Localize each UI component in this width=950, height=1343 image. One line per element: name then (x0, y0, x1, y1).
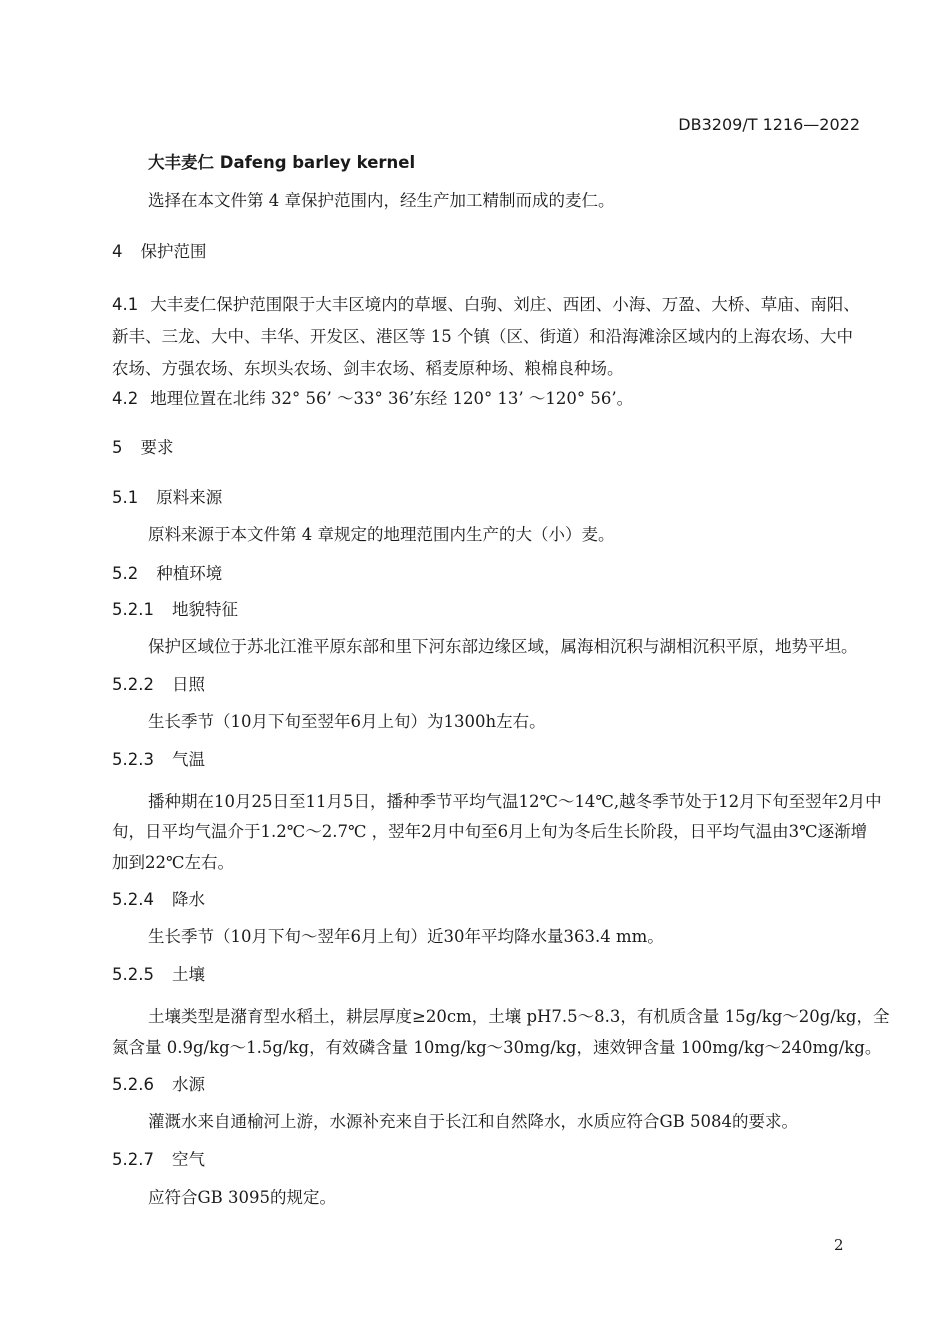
clause-5-2-heading (112, 562, 222, 586)
clause-number: 5.2 (112, 564, 139, 583)
clause-4-2 (112, 387, 633, 411)
clause-title: 种植环境 (156, 564, 223, 583)
clause-4-1-line-1 (112, 293, 860, 317)
clause-5-2-3-line-2: 旬，日平均气温介于1.2℃～2.7℃ ，翌年2月中旬至6月上旬为冬后生长阶段，日平均气温由3℃逐渐增 (112, 822, 868, 841)
clause-5-2-3-heading (112, 748, 205, 772)
clause-number: 5.2.1 (112, 600, 154, 619)
clause-5-2-6-text: 灌溉水来自通榆河上游，水源补充来自于长江和自然降水，水质应符合GB 5084的要求。 (148, 1112, 799, 1131)
clause-5-2-5-line-1: 土壤类型是潴育型水稻土，耕层厚度≥20cm，土壤 pH7.5～8.3，有机质含量 15g/kg～20g/kg，全 (148, 1007, 890, 1026)
clause-5-2-6-heading (112, 1073, 205, 1097)
clause-number: 4.2 (112, 389, 139, 408)
clause-number: 5.2.7 (112, 1150, 154, 1169)
clause-number: 5.2.4 (112, 890, 154, 909)
clause-5-2-2-text: 生长季节（10月下旬至翌年6月上旬）为1300h左右。 (148, 712, 546, 731)
clause-title: 降水 (171, 890, 205, 909)
clause-5-2-5-line-2: 氮含量 0.9g/kg～1.5g/kg，有效磷含量 10mg/kg～30mg/kg，速效钾含量 100mg/kg～240mg/kg。 (112, 1038, 882, 1057)
clause-5-2-1-heading (112, 598, 238, 622)
clause-title: 气温 (171, 750, 205, 769)
clause-5-2-7-heading (112, 1148, 205, 1172)
clause-title: 水源 (171, 1075, 205, 1094)
clause-title: 土壤 (171, 965, 205, 984)
section-title: 要求 (140, 438, 174, 457)
section-number: 4 (112, 242, 123, 261)
term-definition: 选择在本文件第 4 章保护范围内，经生产加工精制而成的麦仁。 (148, 191, 615, 210)
page-number: 2 (834, 1236, 844, 1254)
section-number: 5 (112, 438, 123, 457)
clause-number: 5.2.5 (112, 965, 154, 984)
clause-5-2-4-heading (112, 888, 205, 912)
clause-5-2-5-heading (112, 963, 205, 987)
section-4-heading (112, 240, 207, 264)
clause-5-2-7-text: 应符合GB 3095的规定。 (148, 1188, 337, 1207)
clause-number: 5.1 (112, 488, 139, 507)
clause-number: 5.2.3 (112, 750, 154, 769)
clause-number: 5.2.6 (112, 1075, 154, 1094)
clause-4-1-line-3: 农场、方强农场、东坝头农场、剑丰农场、稻麦原种场、粮棉良种场。 (112, 359, 624, 378)
clause-number: 5.2.2 (112, 675, 154, 694)
clause-text: 地理位置在北纬 32° 56’ ～33° 36’东经 120° 13’ ～120° 56’。 (150, 389, 634, 408)
clause-5-2-1-text: 保护区域位于苏北江淮平原东部和里下河东部边缘区域，属海相沉积与湖相沉积平原，地势平坦。 (148, 637, 858, 656)
clause-4-1-line-2: 新丰、三龙、大中、丰华、开发区、港区等 15 个镇（区、街道）和沿海滩涂区域内的上海农场、大中 (112, 327, 853, 346)
section-5-heading (112, 436, 174, 460)
clause-5-2-2-heading (112, 673, 205, 697)
clause-text: 大丰麦仁保护范围限于大丰区境内的草堰、白驹、刘庄、西团、小海、万盈、大桥、草庙、南阳、 (150, 295, 860, 314)
clause-5-2-3-line-1: 播种期在10月25日至11月5日，播种季节平均气温12℃～14℃,越冬季节处于12月下旬至翌年2月中 (148, 792, 882, 811)
section-title: 保护范围 (140, 242, 207, 261)
clause-title: 空气 (171, 1150, 205, 1169)
term-title: 大丰麦仁 Dafeng barley kernel (148, 153, 416, 172)
clause-number: 4.1 (112, 295, 139, 314)
document-code: DB3209/T 1216—2022 (678, 115, 860, 134)
clause-5-2-3-line-3: 加到22℃左右。 (112, 853, 234, 872)
clause-title: 日照 (171, 675, 205, 694)
clause-5-2-4-text: 生长季节（10月下旬～翌年6月上旬）近30年平均降水量363.4 mm。 (148, 927, 664, 946)
clause-5-1-text: 原料来源于本文件第 4 章规定的地理范围内生产的大（小）麦。 (148, 525, 615, 544)
clause-title: 原料来源 (156, 488, 223, 507)
clause-5-1-heading (112, 486, 222, 510)
clause-title: 地貌特征 (171, 600, 238, 619)
